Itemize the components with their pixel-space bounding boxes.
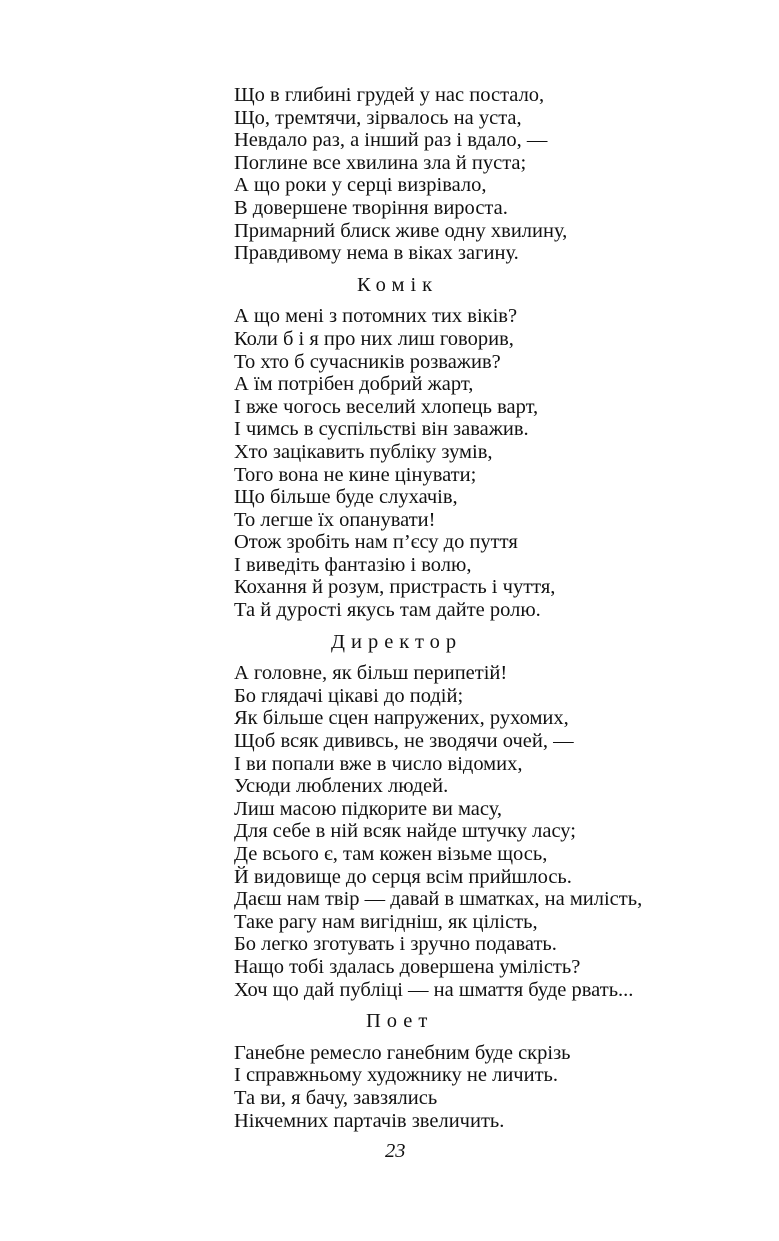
verse-line: То легше їх опанувати! bbox=[234, 508, 436, 531]
verse-line: А їм потрібен добрий жарт, bbox=[234, 373, 474, 396]
verse-line: Хоч що дай публіці — на шмаття буде рвать... bbox=[234, 978, 634, 1001]
stanza-4 bbox=[234, 1042, 754, 1132]
verse-line: Бо глядачі цікаві до подій; bbox=[234, 684, 464, 707]
verse-line: В довершене творіння вироста. bbox=[234, 196, 508, 219]
verse-line: Таке рагу нам вигідніш, як цілість, bbox=[234, 910, 538, 933]
verse-line: Як більше сцен напружених, рухомих, bbox=[234, 707, 569, 730]
verse-line: Нікчемних партачів звеличить. bbox=[234, 1109, 505, 1132]
verse-line: Кохання й розум, пристрасть і чуття, bbox=[234, 576, 556, 599]
verse-line: І чимсь в суспільстві він заважив. bbox=[234, 418, 529, 441]
verse-line: Отож зробіть нам п’єсу до пуття bbox=[234, 531, 518, 554]
verse-line: Що більше буде слухачів, bbox=[234, 486, 458, 509]
speaker-name-poet: Поет bbox=[366, 1010, 434, 1033]
verse-line: Того вона не кине цінувати; bbox=[234, 463, 477, 486]
verse-line: Хто зацікавить публіку зумів, bbox=[234, 440, 493, 463]
verse-line: Лиш масою підкорите ви масу, bbox=[234, 797, 503, 820]
verse-line: Що, тремтячи, зірвалось на уста, bbox=[234, 106, 522, 129]
poem-text bbox=[234, 84, 754, 1132]
verse-line: То хто б сучасників розважив? bbox=[234, 350, 501, 373]
verse-line: І виведіть фантазію і волю, bbox=[234, 553, 472, 576]
stanza-3 bbox=[234, 662, 754, 1001]
verse-line: Та ви, я бачу, завзялись bbox=[234, 1086, 438, 1109]
speaker-name-komik: Комік bbox=[357, 273, 439, 296]
verse-line: Бо легко зготувать і зручно подавать. bbox=[234, 933, 557, 956]
verse-line: Даєш нам твір — давай в шматках, на милість, bbox=[234, 888, 643, 911]
verse-line: Щоб всяк дививсь, не зводячи очей, — bbox=[234, 730, 574, 753]
verse-line: Та й дурості якусь там дайте ролю. bbox=[234, 599, 541, 622]
verse-line: Коли б і я про них лиш говорив, bbox=[234, 327, 514, 350]
verse-line: Й видовище до серця всім прийшлось. bbox=[234, 865, 572, 888]
verse-line: Де всього є, там кожен візьме щось, bbox=[234, 843, 548, 865]
verse-line: Усюди люблених людей. bbox=[234, 775, 449, 798]
page-number: 23 bbox=[385, 1140, 406, 1162]
verse-line: Що в глибині грудей у нас постало, bbox=[234, 84, 545, 106]
verse-line: А головне, як більш перипетій! bbox=[234, 662, 508, 685]
verse-line: А що мені з потомних тих віків? bbox=[234, 305, 518, 328]
verse-line: Нащо тобі здалась довершена умілість? bbox=[234, 955, 581, 978]
verse-line: А що роки у серці визрівало, bbox=[234, 174, 487, 197]
verse-line: Примарний блиск живе одну хвилину, bbox=[234, 219, 568, 242]
verse-line: Для себе в ній всяк найде штучку ласу; bbox=[234, 820, 576, 843]
verse-line: І справжньому художнику не личить. bbox=[234, 1064, 559, 1087]
verse-line: Правдивому нема в віках загину. bbox=[234, 242, 519, 265]
stanza-2 bbox=[234, 305, 754, 621]
verse-line: Невдало раз, а інший раз і вдало, — bbox=[234, 129, 548, 152]
verse-line: Поглине все хвилина зла й пуста; bbox=[234, 151, 527, 174]
verse-line: І вже чогось веселий хлопець варт, bbox=[234, 395, 539, 418]
verse-line: І ви попали вже в число відомих, bbox=[234, 752, 523, 775]
verse-line: Ганебне ремесло ганебним буде скрізь bbox=[234, 1041, 571, 1064]
speaker-name-dyrektor: Директор bbox=[331, 630, 463, 653]
stanza-1 bbox=[234, 84, 754, 265]
